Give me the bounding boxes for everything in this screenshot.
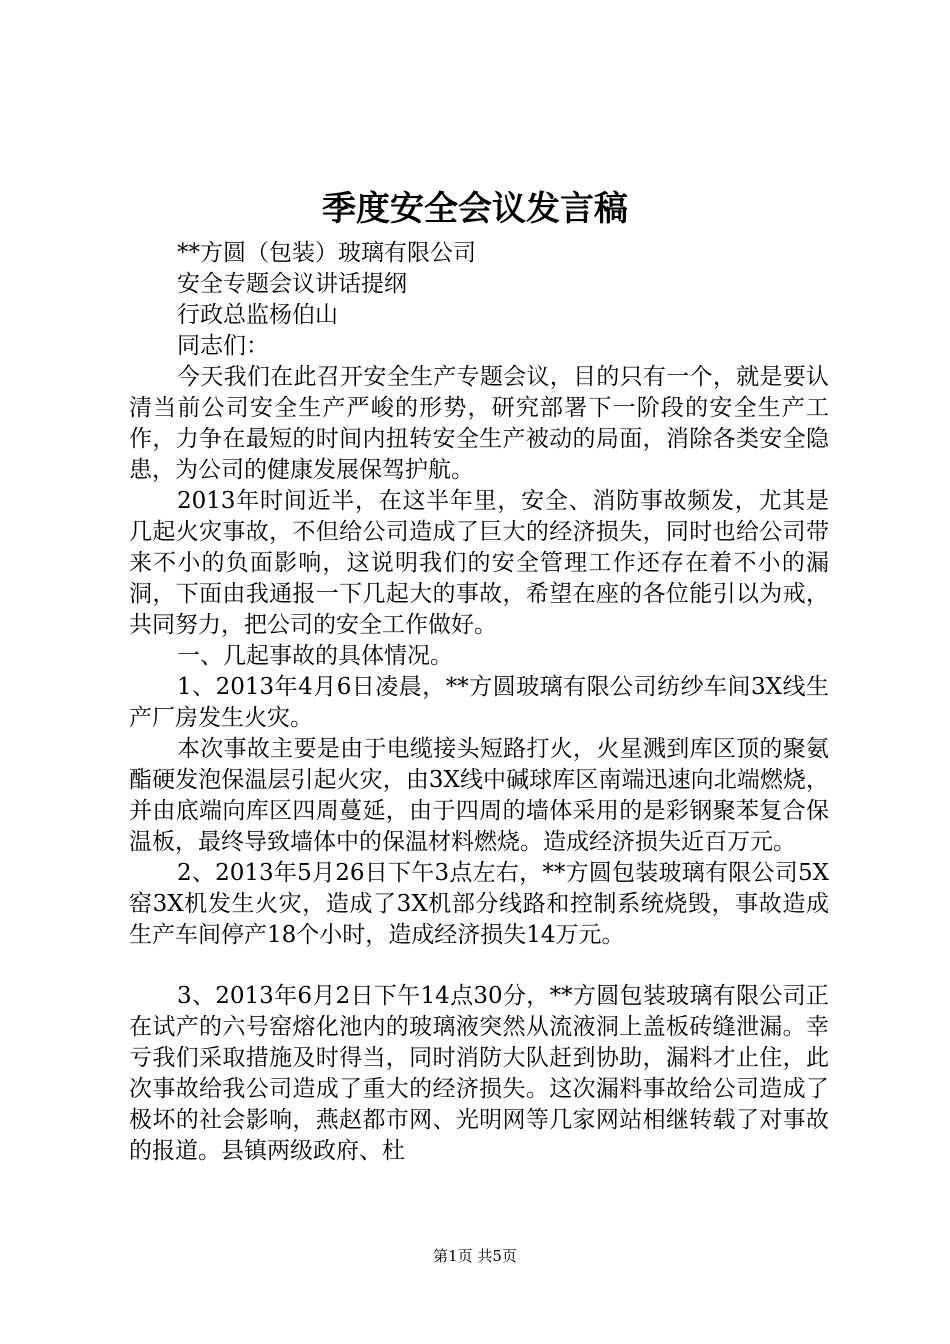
page-footer: 第1页 共5页 [433,1247,517,1265]
document-title: 季度安全会议发言稿 [322,189,628,229]
paragraph-intro: 今天我们在此召开安全生产专题会议，目的只有一个，就是要认清当前公司安全生产严峻的形势，研究部署下一阶段的安全生产工作，力争在最短的时间内扭转安全生产被动的局面，消除各类安全隐患，为公司的健康发展保驾护航。 [129,364,829,483]
section-heading-1: 一、几起事故的具体情况。 [177,643,453,669]
paragraph-incident-3: 3、2013年6月2日下午14点30分，**方圆包装玻璃有限公司正在试产的六号窑熔化池内的玻璃液突然从流液洞上盖板砖缝泄漏。幸亏我们采取措施及时得当，同时消防大队赶到协助，漏料才止住，此次事故给我公司造成了重大的经济损失。这次漏料事故给公司造成了极坏的社会影响，燕赵都市网、光明网等几家网站相继转载了对事故的报道。县镇两级政府、杜 [129,983,829,1164]
paragraph-incident-1-detail: 本次事故主要是由于电缆接头短路打火，火星溅到库区顶的聚氨酯硬发泡保温层引起火灾，由3X线中碱球库区南端迅速向北端燃烧，并由底端向库区四周蔓延，由于四周的墙体采用的是彩钢聚苯复合保温板，最终导致墙体中的保温材料燃烧。造成经济损失近百万元。 [129,736,829,855]
document-body [129,238,829,1167]
speaker-line: 行政总监杨伯山 [177,302,338,328]
paragraph-incident-1: 1、2013年4月6日凌晨，**方圆玻璃有限公司纺纱车间3X线生产厂房发生火灾。 [129,674,829,731]
company-name-line: **方圆（包装）玻璃有限公司 [177,240,476,266]
salutation-line: 同志们： [177,333,269,359]
paragraph-incident-2: 2、2013年5月26日下午3点左右，**方圆包装玻璃有限公司5X窑3X机发生火灾，造成了3X机部分线路和控制系统烧毁，事故造成生产车间停产18个小时，造成经济损失14万元。 [129,860,829,948]
paragraph-overview: 2013年时间近半，在这半年里，安全、消防事故频发，尤其是几起火灾事故，不但给公司造成了巨大的经济损失，同时也给公司带来不小的负面影响，这说明我们的安全管理工作还存在着不小的漏洞，下面由我通报一下几起大的事故，希望在座的各位能引以为戒，共同努力，把公司的安全工作做好。 [129,488,829,638]
meeting-subject-line: 安全专题会议讲话提纲 [177,271,407,297]
